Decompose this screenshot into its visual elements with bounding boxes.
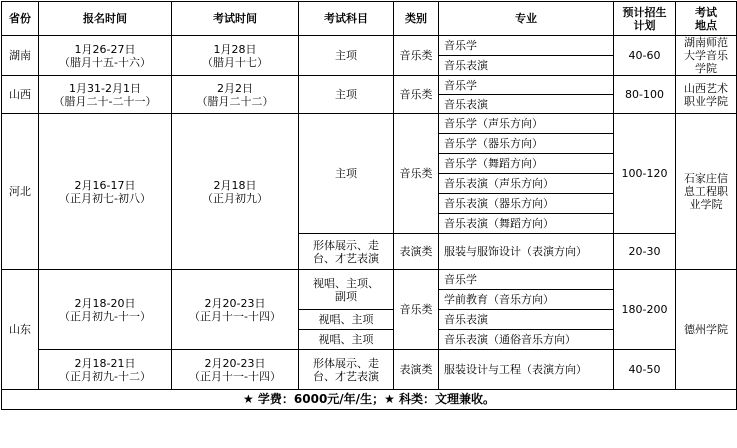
header-category: 类别 (394, 2, 439, 36)
shandong-reg-time-2 (39, 350, 172, 390)
hunan-major: 音乐学 (439, 36, 614, 56)
hebei-perf-subject-line2: 台、才艺表演 (313, 251, 379, 265)
shanxi-location (676, 76, 737, 114)
shandong-subject-b: 视唱、主项 (299, 310, 394, 330)
shanxi-plan: 80-100 (614, 76, 676, 114)
hunan-row-1 (2, 36, 737, 56)
hebei-province: 河北 (2, 114, 39, 270)
hebei-perf-category: 表演类 (394, 234, 439, 270)
hunan-exam-lunar: （腊月十七） (202, 55, 268, 69)
hunan-location (676, 36, 737, 76)
hebei-exam-lunar: （正月初九） (202, 191, 268, 205)
admissions-table (1, 1, 737, 410)
hebei-reg-date: 2月16-17日 (74, 178, 136, 192)
shandong-music-major: 音乐表演（通俗音乐方向） (439, 330, 614, 350)
hebei-exam-time (172, 114, 299, 270)
shandong-province: 山东 (2, 270, 39, 390)
header-province: 省份 (2, 2, 39, 36)
hunan-location-line1: 湖南师范 (684, 36, 728, 49)
footer-note: ★ 学费：6000元/年/生；★ 科类：文理兼收。 (2, 390, 737, 410)
hebei-music-major: 音乐学（声乐方向） (439, 114, 614, 134)
shanxi-reg-date: 1月31-2月1日 (69, 81, 141, 95)
header-location-line2: 地点 (695, 18, 717, 32)
shandong-perf-category: 表演类 (394, 350, 439, 390)
hebei-row-1 (2, 114, 737, 134)
shandong-perf-subject (299, 350, 394, 390)
shandong-reg2-lunar: （正月初九-十二） (59, 369, 151, 383)
shandong-exam1-date: 2月20-23日 (204, 296, 266, 310)
shandong-perf-subject-line2: 台、才艺表演 (313, 369, 379, 383)
header-major: 专业 (439, 2, 614, 36)
hebei-reg-lunar: （正月初七-初八） (59, 191, 151, 205)
footer-row (2, 390, 737, 410)
header-plan-line2: 计划 (633, 18, 656, 32)
shanxi-exam-date: 2月2日 (217, 81, 253, 95)
hebei-music-subject: 主项 (299, 114, 394, 234)
shandong-music-category: 音乐类 (394, 270, 439, 350)
hebei-perf-major: 服装与服饰设计（表演方向） (439, 234, 614, 270)
shanxi-reg-lunar: （腊月二十-二十一） (53, 94, 157, 108)
header-subject: 考试科目 (299, 2, 394, 36)
hunan-location-line2: 大学音乐 (684, 49, 728, 62)
hebei-music-major: 音乐表演（舞蹈方向） (439, 214, 614, 234)
shanxi-exam-lunar: （腊月二十二） (196, 94, 274, 108)
shanxi-category: 音乐类 (394, 76, 439, 114)
shanxi-reg-time (39, 76, 172, 114)
shanxi-location-line2: 职业学院 (684, 94, 728, 108)
shandong-perf-plan: 40-50 (614, 350, 676, 390)
hunan-location-line3: 学院 (695, 62, 717, 75)
header-plan-line1: 预计招生 (622, 5, 667, 19)
hunan-exam-date: 1月28日 (213, 42, 257, 56)
hebei-location-line3: 业学院 (689, 198, 723, 211)
hunan-subject: 主项 (299, 36, 394, 76)
hebei-location (676, 114, 737, 270)
header-reg-time: 报名时间 (39, 2, 172, 36)
hunan-major: 音乐表演 (439, 56, 614, 76)
shandong-reg1-lunar: （正月初九-十一） (59, 309, 151, 323)
hebei-location-line1: 石家庄信 (684, 172, 728, 185)
shandong-music-plan: 180-200 (614, 270, 676, 350)
shandong-subject-a-line2: 副项 (335, 289, 357, 303)
shandong-reg1-date: 2月18-20日 (74, 296, 136, 310)
shandong-exam1-lunar: （正月十一-十四） (189, 309, 281, 323)
hunan-reg-lunar: （腊月十五-十六） (59, 55, 151, 69)
shandong-exam2-date: 2月20-23日 (204, 356, 266, 370)
hebei-location-line2: 息工程职 (684, 185, 728, 198)
header-exam-time: 考试时间 (172, 2, 299, 36)
shanxi-subject: 主项 (299, 76, 394, 114)
hebei-perf-plan: 20-30 (614, 234, 676, 270)
shandong-perf-major: 服装设计与工程（表演方向） (439, 350, 614, 390)
shandong-subject-a-line1: 视唱、主项、 (313, 276, 379, 290)
shanxi-major: 音乐学 (439, 76, 614, 95)
shanxi-location-line1: 山西艺术 (684, 81, 728, 95)
shandong-perf-subject-line1: 形体展示、走 (313, 356, 379, 370)
hunan-category: 音乐类 (394, 36, 439, 76)
shandong-exam-time-1 (172, 270, 299, 350)
shanxi-exam-time (172, 76, 299, 114)
hebei-perf-subject (299, 234, 394, 270)
header-location-line1: 考试 (695, 5, 717, 19)
shandong-row-1 (2, 270, 737, 290)
hunan-plan: 40-60 (614, 36, 676, 76)
hebei-perf-subject-line1: 形体展示、走 (313, 238, 379, 252)
hebei-music-major: 音乐表演（器乐方向） (439, 194, 614, 214)
hebei-exam-date: 2月18日 (213, 178, 257, 192)
header-location (676, 2, 737, 36)
shandong-row-5 (2, 350, 737, 370)
hebei-music-category: 音乐类 (394, 114, 439, 234)
hebei-music-plan: 100-120 (614, 114, 676, 234)
shandong-music-major: 学前教育（音乐方向） (439, 290, 614, 310)
hunan-exam-time (172, 36, 299, 76)
shandong-exam2-lunar: （正月十一-十四） (189, 369, 281, 383)
shandong-subject-c: 视唱、主项 (299, 330, 394, 350)
hunan-province: 湖南 (2, 36, 39, 76)
header-row (2, 2, 737, 36)
shandong-exam-time-2 (172, 350, 299, 390)
hebei-music-major: 音乐学（舞蹈方向） (439, 154, 614, 174)
hebei-music-major: 音乐表演（声乐方向） (439, 174, 614, 194)
hebei-music-major: 音乐学（器乐方向） (439, 134, 614, 154)
shanxi-province: 山西 (2, 76, 39, 114)
shandong-reg2-date: 2月18-21日 (74, 356, 136, 370)
header-plan (614, 2, 676, 36)
shandong-music-major: 音乐学 (439, 270, 614, 290)
shandong-music-major: 音乐表演 (439, 310, 614, 330)
shanxi-row-1 (2, 76, 737, 95)
hunan-reg-date: 1月26-27日 (74, 42, 136, 56)
shandong-reg-time-1 (39, 270, 172, 350)
shandong-location: 德州学院 (676, 270, 737, 390)
shanxi-major: 音乐表演 (439, 95, 614, 114)
hunan-reg-time (39, 36, 172, 76)
hebei-reg-time (39, 114, 172, 270)
shandong-subject-a (299, 270, 394, 310)
